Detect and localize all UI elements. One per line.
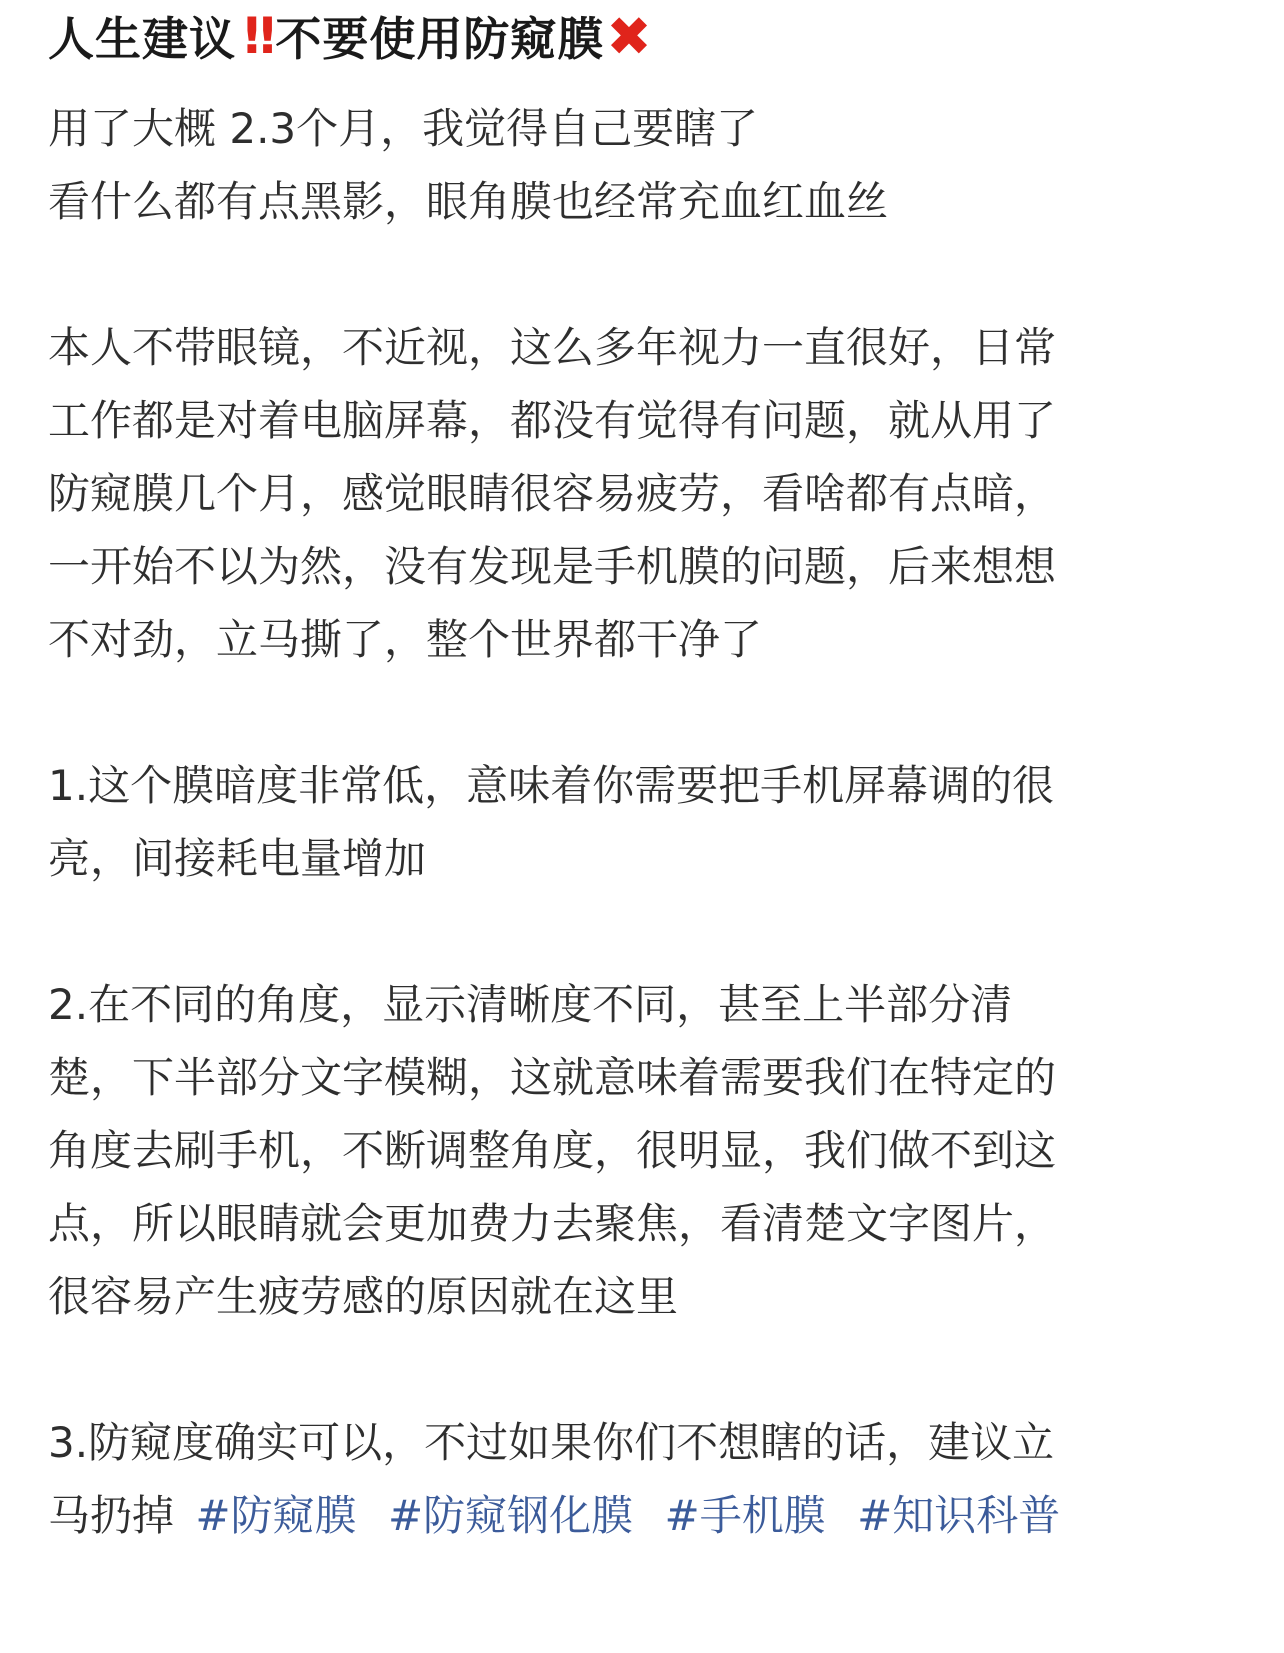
paragraph-gap bbox=[48, 895, 1218, 968]
text-line: 用了大概 2.3个月，我觉得自己要瞎了 bbox=[48, 104, 759, 153]
text-line: 1.这个膜暗度非常低，意味着你需要把手机屏幕调的很 bbox=[48, 761, 1055, 810]
paragraph-gap bbox=[48, 1333, 1218, 1406]
paragraph-gap bbox=[48, 238, 1218, 311]
post-body bbox=[48, 92, 1218, 1552]
text-line: 一开始不以为然，没有发现是手机膜的问题，后来想想 bbox=[48, 542, 1057, 591]
title-text: 人生建议 bbox=[48, 12, 236, 66]
paragraph-point-1 bbox=[48, 749, 1218, 895]
text-line: 楚，下半部分文字模糊，这就意味着需要我们在特定的 bbox=[48, 1053, 1057, 1102]
text-line: 亮，间接耗电量增加 bbox=[48, 834, 427, 883]
hashtag-link[interactable]: #手机膜 bbox=[664, 1491, 826, 1540]
paragraph-point-3 bbox=[48, 1406, 1218, 1552]
paragraph-experience bbox=[48, 311, 1218, 676]
text-line: 点，所以眼睛就会更加费力去聚焦，看清楚文字图片， bbox=[48, 1199, 1057, 1248]
text-line: 2.在不同的角度，显示清晰度不同，甚至上半部分清 bbox=[48, 980, 1013, 1029]
text-line: 马扔掉 bbox=[48, 1491, 175, 1540]
text-line: 防窥膜几个月，感觉眼睛很容易疲劳，看啥都有点暗， bbox=[48, 469, 1057, 518]
text-line: 不对劲，立马撕了，整个世界都干净了 bbox=[48, 615, 763, 664]
text-line: 3.防窥度确实可以，不过如果你们不想瞎的话，建议立 bbox=[48, 1418, 1055, 1467]
cross-mark-icon: ✖ bbox=[606, 4, 653, 68]
hashtag-link[interactable]: #知识科普 bbox=[857, 1491, 1061, 1540]
paragraph-point-2 bbox=[48, 968, 1218, 1333]
hashtag-link[interactable]: #防窥膜 bbox=[195, 1491, 357, 1540]
text-line: 本人不带眼镜，不近视，这么多年视力一直很好，日常 bbox=[48, 323, 1057, 372]
hashtag-link[interactable]: #防窥钢化膜 bbox=[387, 1491, 634, 1540]
title-text-rest: 不要使用防窥膜 bbox=[275, 12, 605, 66]
text-line: 工作都是对着电脑屏幕，都没有觉得有问题，就从用了 bbox=[48, 396, 1057, 445]
text-line: 看什么都有点黑影，眼角膜也经常充血红血丝 bbox=[48, 177, 889, 226]
text-line: 角度去刷手机，不断调整角度，很明显，我们做不到这 bbox=[48, 1126, 1057, 1175]
hashtag-list bbox=[187, 1491, 1060, 1540]
post-title bbox=[48, 0, 653, 72]
paragraph-intro bbox=[48, 92, 1218, 238]
text-line: 很容易产生疲劳感的原因就在这里 bbox=[48, 1272, 679, 1321]
double-exclamation-icon: ‼ bbox=[244, 7, 270, 65]
paragraph-gap bbox=[48, 676, 1218, 749]
